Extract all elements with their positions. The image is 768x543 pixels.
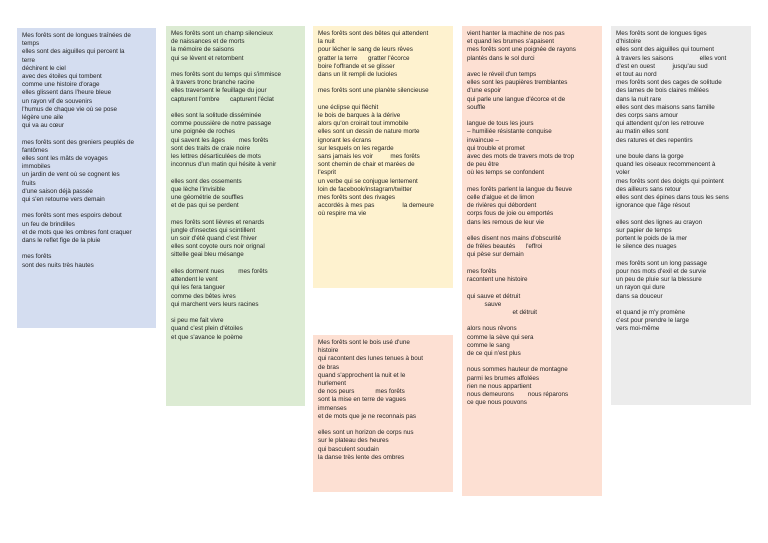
poem-card-4 (462, 26, 602, 496)
poem-line: qui basculent soudain (318, 445, 379, 453)
poem-line: d'est en ouest jusqu'au sud (616, 62, 708, 70)
poem-line: comme la sève qui sera (467, 333, 534, 341)
poem-line: rien ne nous appartient (467, 382, 532, 390)
poem-line: une boule dans la gorge (616, 153, 684, 161)
poem-line: les lettres désarticulées de mots (171, 153, 261, 161)
poem-line (616, 301, 746, 309)
poem-line: sur papier de temps (616, 226, 672, 234)
poem-line: avec des étoiles qui tombent (22, 73, 102, 81)
poem-line (318, 421, 448, 429)
poem-line: mes forêts sont une poignée de rayons (467, 46, 576, 54)
poem-line: l'humus de chaque vie où se pose (22, 105, 118, 113)
poem-line: qui se lèvent et retombent (171, 54, 244, 62)
poem-line: mes forêts parlent la langue du fleuve (467, 185, 573, 193)
poem-line (467, 178, 597, 186)
poem-line: boire l'offrande et se glisser (318, 62, 395, 70)
poem-line: mes forêts (22, 253, 52, 261)
poem-card-2 (166, 26, 305, 406)
poem-line: nous sommes hauteur de montagne (467, 366, 568, 374)
poem-line: elles sont des ossements (171, 177, 242, 185)
poem-line: temps (22, 40, 40, 48)
poem-line (22, 204, 151, 212)
poem-line: à travers tronc branche racine (171, 79, 255, 87)
poem-line: dans sa douceur (616, 292, 663, 300)
poem-line (616, 210, 746, 218)
poem-line (22, 245, 151, 253)
poem-line: de frêles beautés l'effroi (467, 243, 543, 251)
poem-line: mes forêts sont des greniers peuplés de (22, 138, 135, 146)
poem-line: qui attendent qu'on les retrouve (616, 120, 705, 128)
poem-line: sittelle geai bleu mésange (171, 251, 244, 259)
poem-line: voler (616, 169, 630, 177)
poem-line: et que s'avance le poème (171, 333, 243, 341)
poem-line: qui trouble et promet (467, 144, 525, 152)
poem-line: elles disent nos mains d'obscurité (467, 235, 561, 243)
poem-line: sans jamais les voir mes forêts (318, 153, 420, 161)
poem-line: terre (22, 56, 35, 64)
poem-line (467, 63, 597, 71)
poem-line: – humiliée résistante conquise (467, 128, 552, 136)
poem-card-5 (611, 26, 751, 405)
poem-line: des ratures et des repentirs (616, 136, 693, 144)
poem-line: comme poussière de notre passage (171, 120, 272, 128)
poem-line: qui racontent des lunes tenues à bout (318, 355, 424, 363)
poem-line (171, 63, 300, 71)
poem-line: qui parle une langue d'écorce et de (467, 95, 566, 103)
poem-line: la mémoire de saisons (171, 46, 234, 54)
poem-line: Mes forêts sont de longues traînées de (22, 32, 131, 39)
poem-line: inconnus d'un matin qui hésite à venir (171, 161, 277, 169)
poem-line: de ce qui n'est plus (467, 349, 521, 357)
poem-line: qui pèse sur demain (467, 251, 524, 259)
poem-line: qui marchent vers leurs racines (171, 300, 259, 308)
poem-line: un jardin de vent où se cognent les (22, 171, 120, 179)
poem-line: des ailleurs sans retour (616, 185, 682, 193)
poem-line: fruits (22, 179, 36, 187)
poem-line: un rayon vif de souvenirs (22, 97, 93, 105)
poem-line: comme des bêtes ivres (171, 292, 236, 300)
poem-line: Mes forêts sont un champ silencieux (171, 30, 273, 37)
poem-line: quand c'est plein d'étoiles (171, 325, 243, 333)
poem-line: elles dorment nues mes forêts (171, 267, 268, 275)
poem-line: elles sont un dessin de nature morte (318, 128, 420, 136)
poem-line: mes forêts sont un long passage (616, 259, 708, 267)
poem-line: hurlement (318, 380, 347, 388)
poem-line: la nuit (318, 38, 335, 46)
poem-line: que lèche l'invisible (171, 185, 226, 193)
poem-line (171, 309, 300, 317)
poem-line (171, 104, 300, 112)
poem-line: alors qu'on croirait tout immobile (318, 120, 409, 128)
poem-line: un rayon qui dure (616, 284, 666, 292)
poem-line: mes forêts sont une planète silencieuse (318, 87, 429, 95)
poem-line: sur le plateau des heures (318, 437, 389, 445)
poem-line (467, 317, 597, 325)
poem-line: corps fous de joie ou emportés (467, 210, 554, 218)
poem-line: un soir d'été quand c'est l'hiver (171, 235, 257, 243)
poem-line: qui savent les âges mes forêts (171, 136, 269, 144)
poem-card-3-top (313, 26, 453, 288)
poem-line (171, 260, 300, 268)
poem-line: comme le sang (467, 341, 510, 349)
poem-line: mes forêts sont lièvres et renards (171, 218, 265, 226)
poem-line: jungle d'insectes qui scintillent (171, 226, 256, 234)
poem-line (467, 227, 597, 235)
poem-line: dans la nuit rare (616, 95, 662, 103)
poem-line: vers moi-même (616, 325, 660, 333)
poem-line: attendent le vent (171, 276, 218, 284)
poem-line: elles sont les mâts de voyages (22, 155, 108, 163)
poem-line (467, 112, 597, 120)
poem-line: le silence des nuages (616, 243, 677, 251)
poem-line (467, 284, 597, 292)
poem-line: Mes forêts sont le bois usé d'une (318, 339, 410, 346)
poem-line: de naissances et de morts (171, 38, 245, 46)
poem-line: elles sont des épines dans tous les sens (616, 194, 729, 202)
poem-line: accordés à mes pas la demeure (318, 202, 434, 210)
poem-line: l'esprit (318, 169, 336, 177)
poem-line: elles sont des maisons sans famille (616, 103, 715, 111)
poem-line (467, 358, 597, 366)
poem-line: elles sont les paupières tremblantes (467, 79, 568, 87)
poem-line: elles sont un horizon de corps nus (318, 429, 414, 437)
poem-line: gratter la terre gratter l'écorce (318, 54, 410, 62)
poem-line: elles sont la solitude disséminée (171, 112, 262, 120)
poem-line: d'histoire (616, 38, 642, 46)
poem-line: avec des mots de travers mots de trop (467, 153, 575, 161)
poem-line: dans les remous de leur vie (467, 218, 545, 226)
poem-line: immenses (318, 404, 347, 412)
poem-line: des corps sans amour (616, 112, 678, 120)
poem-line: plantés dans le sol durci (467, 54, 535, 62)
poem-line: celle d'algue et de limon (467, 194, 535, 202)
poem-line: ce que nous pouvons (467, 399, 527, 407)
poem-line: qui les fera tanguer (171, 284, 225, 292)
poem-line: si peu me fait vivre (171, 317, 224, 325)
poem-line: dans le reflet fige de la pluie (22, 237, 101, 245)
poem-line: la danse très lente des ombres (318, 453, 405, 461)
poem-line: mes forêts sont du temps qui s'immisce (171, 71, 282, 79)
poem-line: capturent l'ombre capturent l'éclat (171, 95, 274, 103)
poem-line: d'une espoir (467, 87, 502, 95)
poem-line: une éclipse qui fléchit (318, 103, 379, 111)
poem-line: qui sauve et détruit (467, 292, 521, 300)
poem-line (318, 79, 448, 87)
poem-line: nous demeurons nous réparons (467, 390, 569, 398)
poem-line: mes forêts sont mes espoirs debout (22, 212, 122, 220)
poem-line: Mes forêts sont des bêtes qui attendent (318, 30, 429, 37)
poem-line (171, 210, 300, 218)
poem-line: langue de tous les jours (467, 120, 534, 128)
poem-line: légère une aile (22, 114, 64, 122)
poem-line: souffle (467, 103, 486, 111)
poem-line: avec le réveil d'un temps (467, 71, 537, 79)
poem-line: mes forêts (467, 267, 497, 275)
poem-line: mes forêts sont des rivages (318, 194, 395, 202)
poem-line: et quand les brumes s'apaisent (467, 38, 554, 46)
poem-line: sauve (467, 300, 502, 308)
poem-line: portent le poids de la mer (616, 235, 688, 243)
poem-line: fantômes (22, 146, 48, 154)
poem-line: une poignée de roches (171, 128, 236, 136)
poem-line: invaincue – (467, 136, 499, 144)
poem-line: et de mots que je ne reconnais pas (318, 412, 417, 420)
poem-line: elles sont des lignes au crayon (616, 218, 703, 226)
poem-line: quand s'approchent la nuit et le (318, 371, 406, 379)
poem-line (171, 169, 300, 177)
poem-line: au matin elles sont (616, 128, 669, 136)
poem-line: de bras (318, 363, 340, 371)
poem-line: c'est pour prendre le large (616, 317, 689, 325)
poem-line: elles glissent dans l'heure bleue (22, 89, 112, 97)
poem-line: de nos peurs mes forêts (318, 388, 405, 396)
poem-line: ignorant les écrans (318, 136, 372, 144)
poem-line: à travers les saisons elles vont (616, 54, 727, 62)
poem-line (616, 251, 746, 259)
poem-line: qui va au cœur (22, 122, 64, 130)
poem-line: de peu être (467, 161, 499, 169)
poem-line: où les temps se confondent (467, 169, 545, 177)
poem-line: dans un lit rempli de lucioles (318, 71, 398, 79)
poem-line: un feu de brindilles (22, 220, 75, 228)
poem-line: de rivières qui débordent (467, 202, 537, 210)
poem-line: ignorance que l'âge résout (616, 202, 691, 210)
poem-line: un verbe qui se conjugue lentement (318, 177, 418, 185)
poem-line: déchirent le ciel (22, 64, 66, 72)
poem-line: le bois de barques à la dérive (318, 112, 401, 120)
poem-line (616, 145, 746, 153)
poem-line: Mes forêts sont de longues tiges (616, 30, 707, 37)
poem-line (22, 130, 151, 138)
poem-line: mes forêts sont des doigts qui pointent (616, 177, 724, 185)
poem-line: alors nous rêvons (467, 325, 517, 333)
poem-line: racontent une histoire (467, 276, 528, 284)
poem-line: vient hanter la machine de nos pas (467, 30, 565, 37)
poem-line: un peu de pluie sur la blessure (616, 276, 702, 284)
poem-line: comme une histoire d'orage (22, 81, 100, 89)
poem-card-1 (17, 28, 156, 328)
poem-line: elles traversent le feuillage du jour (171, 87, 267, 95)
poem-line: et de mots que les ombres font craquer (22, 228, 132, 236)
poem-line: et quand je m'y promène (616, 308, 686, 316)
poem-line: et détruit (467, 308, 537, 316)
poem-line (467, 260, 597, 268)
poem-line: où respire ma vie (318, 210, 367, 218)
poem-card-3-bottom (313, 335, 453, 492)
poem-line (318, 96, 448, 104)
poem-line: une géométrie de souffles (171, 194, 244, 202)
poem-line: elles sont coyote ours noir orignal (171, 243, 265, 251)
poem-line: pour lécher le sang de leurs rêves (318, 46, 413, 54)
poem-line: sont des traits de craie noire (171, 144, 251, 152)
poem-line: pour nos mots d'exil et de survie (616, 267, 707, 275)
poem-line: quand les oiseaux recommencent à (616, 161, 716, 169)
poem-line: sont chemin de chair et marées de (318, 161, 415, 169)
poem-line: d'une saison déjà passée (22, 187, 93, 195)
poem-line: sont des nuits très hautes (22, 261, 94, 269)
poem-line: mes forêts sont des cages de solitude (616, 79, 722, 87)
poem-line: sont la mise en terre de vagues (318, 396, 406, 404)
poem-line: parmi les brumes affolées (467, 374, 539, 382)
poem-line: et tout au nord (616, 71, 657, 79)
poem-line: des lames de bois claires mêlées (616, 87, 709, 95)
poem-line: qui s'en retourne vers demain (22, 196, 105, 204)
poem-line: immobiles (22, 163, 51, 171)
poem-line: et de pas qui se perdent (171, 202, 239, 210)
poem-line: elles sont des aiguilles qui tournent (616, 46, 715, 54)
poem-line: elles sont des aiguilles qui percent la (22, 48, 125, 56)
poem-line: loin de facebook/instagram/twitter (318, 185, 412, 193)
poem-line: sur lesquels on les regarde (318, 144, 394, 152)
poem-line: histoire (318, 347, 339, 355)
